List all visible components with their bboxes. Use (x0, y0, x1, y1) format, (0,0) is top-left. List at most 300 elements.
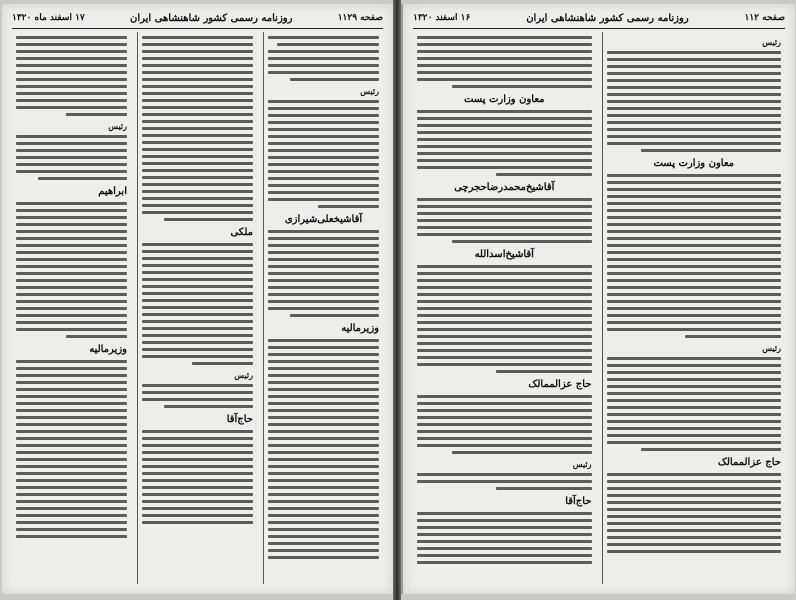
text-line (268, 286, 379, 289)
text-line (417, 166, 592, 169)
left-page-header (12, 10, 383, 26)
text-line (16, 99, 127, 102)
text-line (452, 451, 592, 454)
text-line (417, 198, 592, 201)
text-line (16, 163, 127, 166)
text-line (607, 536, 782, 539)
text-line (417, 547, 592, 550)
text-line (142, 106, 253, 109)
text-line (607, 480, 782, 483)
text-line (16, 437, 127, 440)
text-line (417, 117, 592, 120)
left-heading-5: رئیس (234, 370, 253, 380)
text-line (417, 57, 592, 60)
text-line (16, 360, 127, 363)
text-line (142, 211, 253, 214)
text-line (16, 92, 127, 95)
text-line (164, 218, 253, 221)
text-line (417, 265, 592, 268)
text-line (16, 142, 127, 145)
text-line (607, 58, 782, 61)
left-page-title: روزنامه رسمی کشور شاهنشاهی ایران (129, 12, 293, 24)
text-line (607, 420, 782, 423)
text-line (417, 212, 592, 215)
text-line (268, 279, 379, 282)
text-line (16, 300, 127, 303)
right-heading-4: حاج عزالممالک (717, 457, 781, 468)
text-line (607, 321, 782, 324)
text-line (417, 444, 592, 447)
text-line (268, 57, 379, 60)
text-line (142, 169, 253, 172)
text-line (607, 543, 782, 546)
text-line (142, 155, 253, 158)
text-line (142, 113, 253, 116)
text-line (16, 135, 127, 138)
text-line (607, 79, 782, 82)
text-line (16, 209, 127, 212)
text-line (607, 65, 782, 68)
text-line (417, 64, 592, 67)
text-line (417, 110, 592, 113)
text-line (268, 472, 379, 475)
text-line (16, 416, 127, 419)
text-line (607, 508, 782, 511)
left-heading-9: وزیرمالیه (89, 344, 127, 355)
right-heading-10: حاج‌آقا (565, 496, 592, 507)
text-line (268, 100, 379, 103)
text-line (142, 458, 253, 461)
text-line (268, 339, 379, 342)
right-heading-1: رئیس (762, 37, 781, 47)
text-line (16, 486, 127, 489)
text-line (607, 181, 782, 184)
text-line (268, 444, 379, 447)
text-line (268, 163, 379, 166)
text-line (417, 473, 592, 476)
text-line (142, 57, 253, 60)
text-line (142, 71, 253, 74)
text-line (417, 409, 592, 412)
text-line (268, 535, 379, 538)
right-header-rule (413, 28, 785, 29)
text-line (142, 190, 253, 193)
text-line (142, 36, 253, 39)
text-line (268, 500, 379, 503)
text-line (142, 327, 253, 330)
text-line (142, 384, 253, 387)
text-line (268, 346, 379, 349)
text-line (607, 522, 782, 525)
left-page-number: صفحه ۱۱۲۹ (337, 13, 383, 23)
text-line (607, 307, 782, 310)
text-line (142, 313, 253, 316)
text-line (268, 556, 379, 559)
text-line (417, 293, 592, 296)
text-line (268, 353, 379, 356)
text-line (417, 145, 592, 148)
text-line (417, 131, 592, 134)
text-line (268, 430, 379, 433)
text-line (417, 314, 592, 317)
text-line (142, 50, 253, 53)
text-line (641, 149, 781, 152)
text-line (16, 272, 127, 275)
text-line (417, 561, 592, 564)
left-heading-4: ملکی (230, 227, 253, 238)
text-line (417, 540, 592, 543)
text-line (16, 230, 127, 233)
text-line (16, 71, 127, 74)
text-line (607, 188, 782, 191)
text-line (142, 334, 253, 337)
text-line (607, 501, 782, 504)
text-line (268, 198, 379, 201)
text-line (16, 374, 127, 377)
text-line (452, 240, 592, 243)
text-line (417, 138, 592, 141)
right-heading-3: رئیس (762, 343, 781, 353)
text-line (496, 487, 592, 490)
text-line (607, 202, 782, 205)
text-line (192, 362, 253, 365)
text-line (16, 458, 127, 461)
right-heading-8: حاج عزالممالک (528, 379, 592, 390)
text-line (16, 223, 127, 226)
left-header-rule (12, 28, 383, 29)
text-line (38, 177, 127, 180)
text-line (607, 128, 782, 131)
text-line (142, 64, 253, 67)
text-line (142, 355, 253, 358)
text-line (268, 64, 379, 67)
text-line (268, 381, 379, 384)
text-line (16, 251, 127, 254)
book-gutter (393, 0, 401, 600)
left-page (2, 4, 395, 594)
text-line (268, 300, 379, 303)
text-line (268, 107, 379, 110)
text-line (16, 170, 127, 173)
right-heading-5: معاون وزارت پست (463, 94, 545, 105)
right-heading-6: آقاشیخ‌محمدرضاحجرچی (454, 182, 555, 193)
text-line (16, 409, 127, 412)
text-line (417, 43, 592, 46)
text-line (16, 535, 127, 538)
text-line (16, 85, 127, 88)
right-heading-7: آقاشیخ‌اسدالله (474, 249, 534, 260)
text-line (16, 500, 127, 503)
text-line (268, 265, 379, 268)
text-line (607, 86, 782, 89)
text-line (268, 251, 379, 254)
text-line (417, 349, 592, 352)
text-line (607, 121, 782, 124)
text-line (607, 399, 782, 402)
text-line (142, 341, 253, 344)
right-heading-2: معاون وزارت پست (653, 158, 735, 169)
text-line (142, 437, 253, 440)
text-line (417, 233, 592, 236)
text-line (417, 430, 592, 433)
text-line (16, 321, 127, 324)
left-heading-2: آقاشیخعلی‌شیرازی (284, 214, 363, 225)
text-line (607, 441, 782, 444)
text-line (417, 307, 592, 310)
text-line (607, 244, 782, 247)
text-line (268, 142, 379, 145)
text-line (268, 528, 379, 531)
left-col-center (137, 32, 257, 584)
text-line (142, 134, 253, 137)
text-line (16, 514, 127, 517)
text-line (417, 321, 592, 324)
text-line (142, 479, 253, 482)
text-line (607, 100, 782, 103)
text-line (417, 159, 592, 162)
text-line (268, 549, 379, 552)
text-line (417, 226, 592, 229)
text-line (417, 205, 592, 208)
text-line (16, 402, 127, 405)
text-line (142, 120, 253, 123)
text-line (142, 514, 253, 517)
text-line (142, 78, 253, 81)
text-line (607, 195, 782, 198)
text-line (142, 43, 253, 46)
text-line (607, 142, 782, 145)
text-line (417, 519, 592, 522)
text-line (268, 184, 379, 187)
text-line (607, 550, 782, 553)
text-line (142, 197, 253, 200)
text-line (417, 152, 592, 155)
text-line (142, 141, 253, 144)
text-line (417, 423, 592, 426)
text-line (142, 430, 253, 433)
text-line (268, 156, 379, 159)
text-line (16, 78, 127, 81)
text-line (417, 335, 592, 338)
text-line (142, 183, 253, 186)
text-line (496, 173, 592, 176)
text-line (142, 162, 253, 165)
text-line (607, 494, 782, 497)
text-line (607, 135, 782, 138)
text-line (268, 237, 379, 240)
text-line (142, 292, 253, 295)
text-line (417, 286, 592, 289)
text-line (16, 381, 127, 384)
text-line (142, 299, 253, 302)
text-line (142, 451, 253, 454)
text-line (16, 367, 127, 370)
text-line (268, 542, 379, 545)
text-line (607, 216, 782, 219)
text-line (16, 307, 127, 310)
text-line (142, 271, 253, 274)
text-line (142, 85, 253, 88)
text-line (417, 300, 592, 303)
text-line (16, 286, 127, 289)
text-line (607, 114, 782, 117)
text-line (607, 357, 782, 360)
left-heading-1: رئیس (360, 86, 379, 96)
text-line (16, 156, 127, 159)
left-page-date: ۱۷ اسفند ماه ۱۳۲۰ (12, 13, 85, 23)
text-line (417, 78, 592, 81)
text-line (607, 371, 782, 374)
text-line (607, 385, 782, 388)
right-page-date: ۱۶ اسفند ۱۳۲۰ (413, 13, 471, 23)
text-line (607, 251, 782, 254)
text-line (142, 348, 253, 351)
text-line (607, 72, 782, 75)
text-line (142, 521, 253, 524)
text-line (16, 237, 127, 240)
text-line (417, 512, 592, 515)
text-line (607, 328, 782, 331)
text-line (268, 416, 379, 419)
text-line (16, 64, 127, 67)
text-line (16, 328, 127, 331)
text-line (417, 71, 592, 74)
text-line (607, 174, 782, 177)
text-line (268, 514, 379, 517)
text-line (268, 479, 379, 482)
text-line (142, 444, 253, 447)
text-line (16, 293, 127, 296)
right-page-header (413, 10, 785, 26)
text-line (268, 121, 379, 124)
text-line (607, 258, 782, 261)
text-line (268, 388, 379, 391)
left-col-left (12, 32, 131, 584)
text-line (290, 78, 379, 81)
text-line (496, 370, 592, 373)
text-line (268, 367, 379, 370)
left-heading-8: ابراهیم (98, 186, 127, 197)
text-line (142, 92, 253, 95)
text-line (641, 448, 781, 451)
text-line (607, 434, 782, 437)
text-line (268, 50, 379, 53)
text-line (268, 230, 379, 233)
text-line (417, 554, 592, 557)
right-col-center (413, 32, 596, 584)
left-heading-3: وزیرمالیه (341, 323, 379, 334)
text-line (16, 521, 127, 524)
text-line (268, 374, 379, 377)
text-line (16, 244, 127, 247)
text-line (607, 237, 782, 240)
text-line (16, 258, 127, 261)
text-line (16, 479, 127, 482)
right-page-number: صفحه ۱۱۲ (744, 13, 785, 23)
right-col-right (602, 32, 786, 584)
text-line (607, 487, 782, 490)
text-line (607, 93, 782, 96)
text-line (16, 36, 127, 39)
text-line (607, 473, 782, 476)
text-line (142, 493, 253, 496)
text-line (607, 427, 782, 430)
text-line (16, 202, 127, 205)
text-line (142, 148, 253, 151)
text-line (142, 465, 253, 468)
text-line (16, 423, 127, 426)
text-line (417, 36, 592, 39)
text-line (607, 515, 782, 518)
text-line (318, 205, 379, 208)
text-line (268, 423, 379, 426)
text-line (417, 437, 592, 440)
text-line (607, 223, 782, 226)
text-line (142, 285, 253, 288)
text-line (142, 176, 253, 179)
text-line (607, 51, 782, 54)
text-line (268, 465, 379, 468)
text-line (417, 533, 592, 536)
text-line (607, 107, 782, 110)
text-line (16, 106, 127, 109)
text-line (417, 279, 592, 282)
text-line (164, 405, 253, 408)
text-line (268, 360, 379, 363)
left-heading-7: رئیس (108, 121, 127, 131)
right-page (401, 4, 795, 594)
text-line (16, 472, 127, 475)
text-line (142, 243, 253, 246)
text-line (66, 113, 127, 116)
text-line (16, 216, 127, 219)
text-line (290, 314, 379, 317)
text-line (268, 507, 379, 510)
left-heading-6: حاج‌آقا (226, 414, 253, 425)
text-line (268, 36, 379, 39)
text-line (417, 219, 592, 222)
text-line (268, 458, 379, 461)
text-line (268, 244, 379, 247)
text-line (142, 391, 253, 394)
text-line (268, 493, 379, 496)
text-line (417, 272, 592, 275)
text-line (268, 177, 379, 180)
text-line (417, 363, 592, 366)
text-line (16, 444, 127, 447)
text-line (607, 230, 782, 233)
text-line (16, 149, 127, 152)
left-columns (12, 32, 383, 584)
text-line (268, 170, 379, 173)
text-line (268, 135, 379, 138)
text-line (607, 529, 782, 532)
text-line (417, 395, 592, 398)
text-line (607, 406, 782, 409)
text-line (142, 320, 253, 323)
text-line (685, 335, 781, 338)
text-line (417, 480, 592, 483)
text-line (16, 395, 127, 398)
text-line (16, 265, 127, 268)
text-line (268, 114, 379, 117)
text-line (142, 264, 253, 267)
text-line (16, 43, 127, 46)
text-line (268, 486, 379, 489)
left-col-right (263, 32, 383, 584)
text-line (417, 526, 592, 529)
text-line (417, 342, 592, 345)
